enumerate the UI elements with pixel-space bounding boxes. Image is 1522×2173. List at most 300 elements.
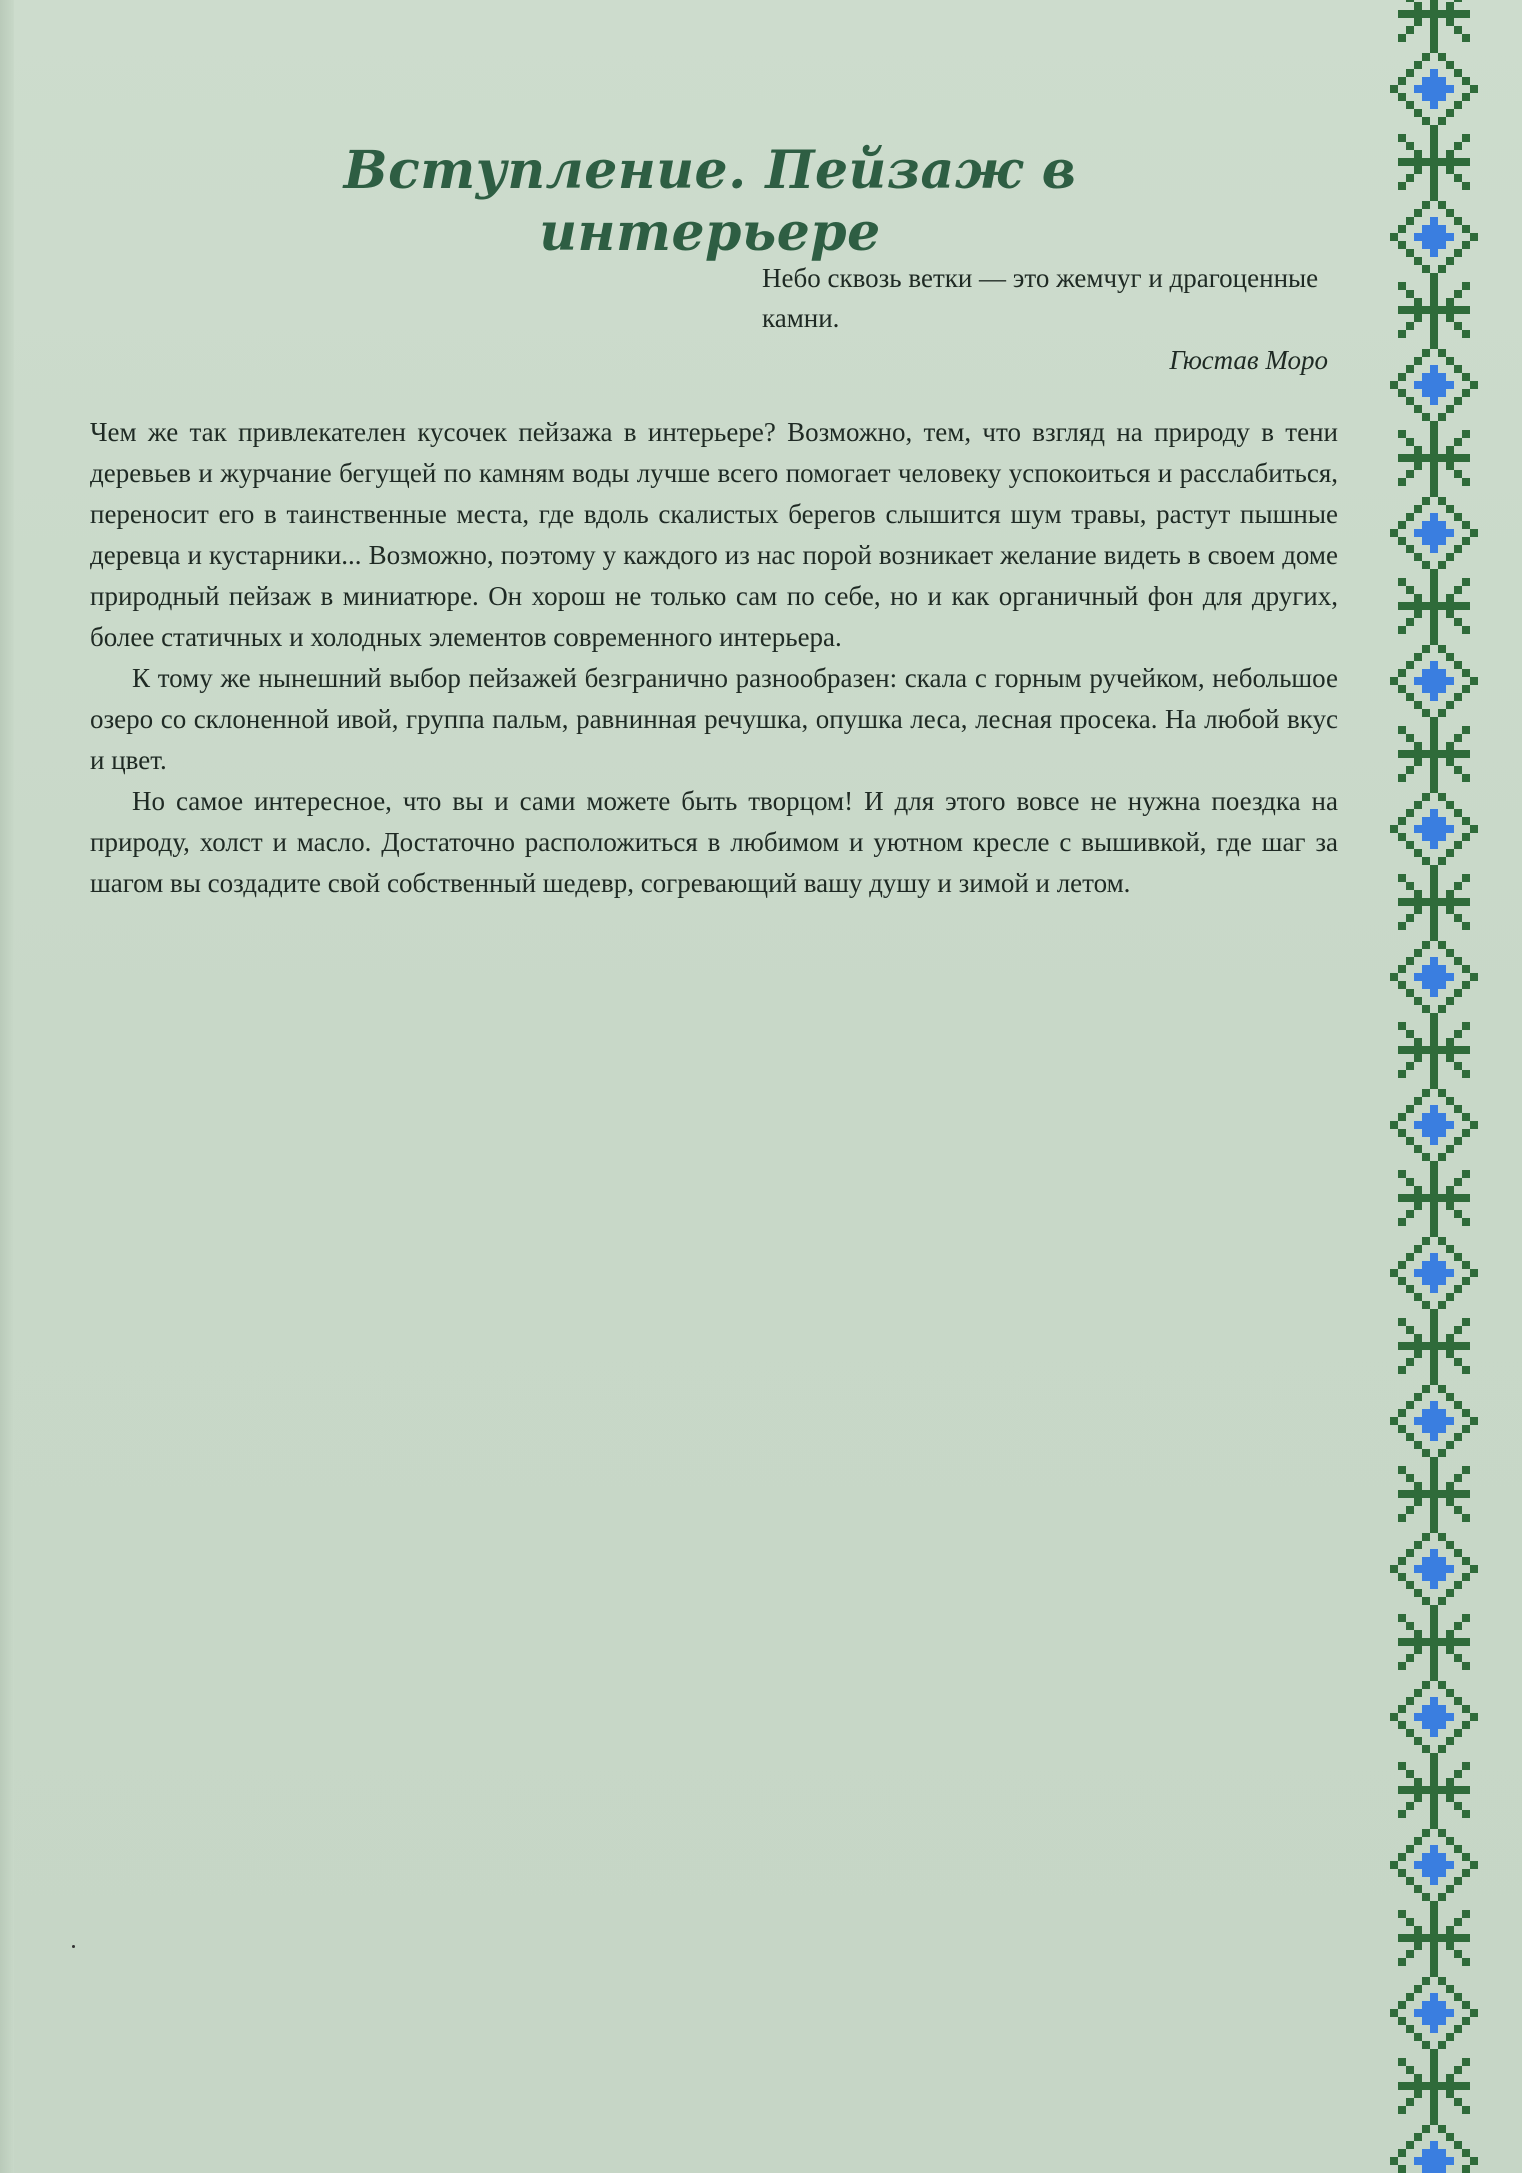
ornament-stitch <box>1398 898 1406 906</box>
ornament-stitch <box>1414 701 1422 709</box>
ornament-stitch <box>1398 158 1406 166</box>
ornament-flower-stitch <box>1438 825 1446 833</box>
ornament-stitch <box>1446 306 1454 314</box>
ornament-stitch <box>1414 849 1422 857</box>
epigraph-author: Гюстав Моро <box>1169 345 1328 375</box>
ornament-flower-stitch <box>1430 661 1438 669</box>
ornament-stitch <box>1454 249 1462 257</box>
ornament-flower-stitch <box>1438 1277 1446 1285</box>
ornament-flower-stitch <box>1438 77 1446 85</box>
ornament-stitch <box>1398 1910 1406 1918</box>
ornament-flower-stitch <box>1422 1853 1430 1861</box>
ornament-stitch <box>1446 801 1454 809</box>
ornament-stitch <box>1398 134 1406 142</box>
ornament-flower-stitch <box>1438 1269 1446 1277</box>
ornament-stitch <box>1430 1186 1438 1194</box>
ornament-stitch <box>1406 898 1414 906</box>
ornament-flower-stitch <box>1414 1121 1422 1129</box>
ornament-stitch <box>1454 1950 1462 1958</box>
ornament-stitch <box>1430 462 1438 470</box>
ornament-stitch <box>1430 1334 1438 1342</box>
ornament-stitch <box>1446 1490 1454 1498</box>
ornament-stitch <box>1430 1606 1438 1614</box>
ornament-stitch <box>1390 529 1398 537</box>
ornament-stitch <box>1430 1482 1438 1490</box>
ornament-stitch <box>1398 1869 1406 1877</box>
ornament-stitch <box>1438 561 1446 569</box>
ornament-stitch <box>1414 109 1422 117</box>
ornament-stitch <box>1446 454 1454 462</box>
ornament-stitch <box>1446 1630 1454 1638</box>
ornament-flower-stitch <box>1430 957 1438 965</box>
ornament-stitch <box>1406 1433 1414 1441</box>
ornament-stitch <box>1454 1137 1462 1145</box>
ornament-flower-stitch <box>1430 241 1438 249</box>
ornament-stitch <box>1430 1210 1438 1218</box>
embroidery-border-ornament <box>1362 0 1512 2173</box>
ornament-stitch <box>1430 430 1438 438</box>
ornament-flower-stitch <box>1446 825 1454 833</box>
ornament-flower-stitch <box>1430 1557 1438 1565</box>
ornament-stitch <box>1462 454 1470 462</box>
ornament-flower-stitch <box>1430 225 1438 233</box>
ornament-stitch <box>1462 626 1470 634</box>
ornament-stitch <box>1454 1934 1462 1942</box>
ornament-stitch <box>1430 1942 1438 1950</box>
ornament-stitch <box>1414 1342 1422 1350</box>
ornament-flower-stitch <box>1446 1861 1454 1869</box>
ornament-stitch <box>1414 1837 1422 1845</box>
ornament-stitch <box>1430 866 1438 874</box>
ornament-stitch <box>1462 774 1470 782</box>
ornament-flower-stitch <box>1438 669 1446 677</box>
ornament-flower-stitch <box>1430 965 1438 973</box>
ornament-stitch <box>1430 602 1438 610</box>
ornament-stitch <box>1430 1821 1438 1829</box>
ornament-flower-stitch <box>1438 529 1446 537</box>
ornament-flower-stitch <box>1422 825 1430 833</box>
ornament-stitch <box>1422 1786 1430 1794</box>
ornament-stitch <box>1414 1145 1422 1153</box>
ornament-stitch <box>1406 602 1414 610</box>
ornament-stitch <box>1438 709 1446 717</box>
ornament-stitch <box>1430 1918 1438 1926</box>
ornament-flower-stitch <box>1430 101 1438 109</box>
ornament-stitch <box>1406 2141 1414 2149</box>
ornament-flower-stitch <box>1414 1861 1422 1869</box>
ornament-flower-stitch <box>1430 1417 1438 1425</box>
ornament-stitch <box>1446 849 1454 857</box>
ornament-stitch <box>1430 1622 1438 1630</box>
ornament-stitch <box>1406 290 1414 298</box>
ornament-stitch <box>1454 1877 1462 1885</box>
ornament-flower-stitch <box>1422 1129 1430 1137</box>
ornament-flower-stitch <box>1422 2157 1430 2165</box>
ornament-stitch <box>1430 1014 1438 1022</box>
ornament-stitch <box>1406 734 1414 742</box>
ornament-stitch <box>1414 298 1422 306</box>
ornament-stitch <box>1430 193 1438 201</box>
ornament-stitch <box>1462 241 1470 249</box>
ornament-flower-stitch <box>1430 1261 1438 1269</box>
ornament-stitch <box>1430 1810 1438 1818</box>
ornament-stitch <box>1430 45 1438 53</box>
ornament-stitch <box>1462 2165 1470 2173</box>
ornament-stitch <box>1462 1934 1470 1942</box>
ornament-stitch <box>1422 2041 1430 2049</box>
ornament-flower-stitch <box>1414 381 1422 389</box>
ornament-stitch <box>1462 1705 1470 1713</box>
ornament-flower-stitch <box>1446 381 1454 389</box>
ornament-stitch <box>1414 1926 1422 1934</box>
ornament-stitch <box>1406 1490 1414 1498</box>
ornament-stitch <box>1454 841 1462 849</box>
ornament-stitch <box>1462 93 1470 101</box>
ornament-flower-stitch <box>1438 521 1446 529</box>
ornament-flower-stitch <box>1430 669 1438 677</box>
ornament-flower-stitch <box>1430 1277 1438 1285</box>
ornament-stitch <box>1406 397 1414 405</box>
ornament-stitch <box>1430 1202 1438 1210</box>
ornament-stitch <box>1454 69 1462 77</box>
ornament-flower-stitch <box>1430 1137 1438 1145</box>
ornament-stitch <box>1398 241 1406 249</box>
ornament-stitch <box>1422 306 1430 314</box>
ornament-stitch <box>1414 1985 1422 1993</box>
ornament-flower-stitch <box>1438 225 1446 233</box>
ornament-flower-stitch <box>1422 1409 1430 1417</box>
ornament-stitch <box>1462 578 1470 586</box>
ornament-flower-stitch <box>1422 225 1430 233</box>
ornament-stitch <box>1422 793 1430 801</box>
ornament-stitch <box>1430 182 1438 190</box>
ornament-flower-stitch <box>1430 1433 1438 1441</box>
ornament-stitch <box>1414 306 1422 314</box>
ornament-stitch <box>1454 586 1462 594</box>
ornament-stitch <box>1462 134 1470 142</box>
ornament-flower-stitch <box>1422 381 1430 389</box>
ornament-stitch <box>1430 314 1438 322</box>
ornament-stitch <box>1462 1113 1470 1121</box>
ornament-stitch <box>1462 1277 1470 1285</box>
ornament-stitch <box>1462 1318 1470 1326</box>
ornament-stitch <box>1430 1466 1438 1474</box>
ornament-stitch <box>1462 330 1470 338</box>
ornament-flower-stitch <box>1446 1121 1454 1129</box>
ornament-flower-stitch <box>1414 973 1422 981</box>
ornament-stitch <box>1462 1409 1470 1417</box>
ornament-stitch <box>1406 1993 1414 2001</box>
ornament-flower-stitch <box>1422 1565 1430 1573</box>
ornament-stitch <box>1398 1170 1406 1178</box>
ornament-stitch <box>1462 1853 1470 1861</box>
ornament-stitch <box>1414 257 1422 265</box>
ornament-flower-stitch <box>1438 973 1446 981</box>
ornament-flower-stitch <box>1430 77 1438 85</box>
ornament-stitch <box>1462 1022 1470 1030</box>
ornament-stitch <box>1398 965 1406 973</box>
ornament-stitch <box>1398 225 1406 233</box>
ornament-stitch <box>1470 233 1478 241</box>
ornament-stitch <box>1430 322 1438 330</box>
ornament-stitch <box>1406 693 1414 701</box>
ornament-stitch <box>1446 166 1454 174</box>
ornament-stitch <box>1414 1630 1422 1638</box>
ornament-stitch <box>1414 890 1422 898</box>
ornament-flower-stitch <box>1430 833 1438 841</box>
ornament-stitch <box>1470 381 1478 389</box>
ornament-flower-stitch <box>1438 1129 1446 1137</box>
ornament-stitch <box>1462 1614 1470 1622</box>
ornament-stitch <box>1430 1318 1438 1326</box>
ornament-flower-stitch <box>1430 1105 1438 1113</box>
ornament-stitch <box>1406 1918 1414 1926</box>
ornament-flower-stitch <box>1438 389 1446 397</box>
ornament-stitch <box>1430 726 1438 734</box>
ornament-stitch <box>1430 1770 1438 1778</box>
ornament-stitch <box>1462 1194 1470 1202</box>
ornament-flower-stitch <box>1446 1713 1454 1721</box>
ornament-stitch <box>1414 454 1422 462</box>
ornament-stitch <box>1446 1926 1454 1934</box>
ornament-stitch <box>1430 734 1438 742</box>
ornament-stitch <box>1462 981 1470 989</box>
ornament-stitch <box>1454 1474 1462 1482</box>
ornament-stitch <box>1446 701 1454 709</box>
ornament-stitch <box>1406 249 1414 257</box>
ornament-stitch <box>1406 1638 1414 1646</box>
ornament-stitch <box>1446 209 1454 217</box>
ornament-stitch <box>1462 602 1470 610</box>
ornament-stitch <box>1454 1786 1462 1794</box>
ornament-stitch <box>1438 1977 1446 1985</box>
ornament-stitch <box>1406 1845 1414 1853</box>
ornament-stitch <box>1446 150 1454 158</box>
ornament-stitch <box>1430 898 1438 906</box>
ornament-stitch <box>1422 1977 1430 1985</box>
ornament-stitch <box>1398 726 1406 734</box>
ornament-stitch <box>1422 117 1430 125</box>
ornament-stitch <box>1462 2017 1470 2025</box>
ornament-stitch <box>1454 322 1462 330</box>
ornament-stitch <box>1414 1350 1422 1358</box>
paragraph: Чем же так привлекателен кусочек пейзажа в интерьере? Возможно, тем, что взгляд на природу в тени деревьев и журчание бегущей по камням воды лучше всего помогает человеку успокоиться и расслабиться, переносит его в таинственные места, где вдоль скалистых берегов слышится шум травы, растут пышные деревца и кустарники... Возможно, поэтому у каждого из нас порой возникает желание видеть в своем доме природный пейзаж в миниатюре. Он хорош не только сам по себе, но и как органичный фон для других, более статичных и холодных элементов современного интерьера. <box>90 417 1338 652</box>
ornament-stitch <box>1446 890 1454 898</box>
ornament-flower-stitch <box>1422 233 1430 241</box>
ornament-stitch <box>1414 1293 1422 1301</box>
ornament-stitch <box>1398 1853 1406 1861</box>
ornament-stitch <box>1422 750 1430 758</box>
ornament-stitch <box>1438 645 1446 653</box>
ornament-stitch <box>1430 2066 1438 2074</box>
ornament-stitch <box>1454 1046 1462 1054</box>
ornament-stitch <box>1430 1022 1438 1030</box>
ornament-stitch <box>1430 1662 1438 1670</box>
ornament-flower-stitch <box>1430 1573 1438 1581</box>
ornament-stitch <box>1414 1885 1422 1893</box>
ornament-stitch <box>1398 2017 1406 2025</box>
ornament-flower-stitch <box>1430 397 1438 405</box>
ornament-flower-stitch <box>1430 529 1438 537</box>
ornament-stitch <box>1454 1638 1462 1646</box>
ornament-stitch <box>1454 1285 1462 1293</box>
ornament-stitch <box>1446 1350 1454 1358</box>
ornament-stitch <box>1446 462 1454 470</box>
ornament-stitch <box>1430 2 1438 10</box>
ornament-flower-stitch <box>1446 529 1454 537</box>
ornament-stitch <box>1422 1089 1430 1097</box>
ornament-stitch <box>1454 2025 1462 2033</box>
ornament-flower-stitch <box>1422 529 1430 537</box>
ornament-stitch <box>1430 341 1438 349</box>
ornament-stitch <box>1438 265 1446 273</box>
ornament-stitch <box>1430 766 1438 774</box>
ornament-stitch <box>1430 1786 1438 1794</box>
ornament-stitch <box>1414 758 1422 766</box>
ornament-stitch <box>1454 1105 1462 1113</box>
ornament-stitch <box>1406 1210 1414 1218</box>
ornament-flower-stitch <box>1446 1565 1454 1573</box>
ornament-stitch <box>1438 201 1446 209</box>
ornament-flower-stitch <box>1438 817 1446 825</box>
ornament-stitch <box>1462 685 1470 693</box>
ornament-stitch <box>1422 1301 1430 1309</box>
ornament-stitch <box>1438 1385 1446 1393</box>
ornament-stitch <box>1454 2141 1462 2149</box>
ornament-flower-stitch <box>1422 1113 1430 1121</box>
ornament-stitch <box>1406 454 1414 462</box>
ornament-flower-stitch <box>1430 693 1438 701</box>
ornament-stitch <box>1454 174 1462 182</box>
ornament-stitch <box>1430 1350 1438 1358</box>
ornament-stitch <box>1398 1046 1406 1054</box>
ornament-stitch <box>1454 2082 1462 2090</box>
ornament-stitch <box>1430 2098 1438 2106</box>
ornament-stitch <box>1430 142 1438 150</box>
ornament-stitch <box>1398 1810 1406 1818</box>
ornament-stitch <box>1430 1902 1438 1910</box>
ornament-flower-stitch <box>1422 1121 1430 1129</box>
ornament-flower-stitch <box>1438 1713 1446 1721</box>
ornament-stitch <box>1414 505 1422 513</box>
ornament-stitch <box>1470 973 1478 981</box>
ornament-stitch <box>1422 857 1430 865</box>
ornament-stitch <box>1414 1097 1422 1105</box>
ornament-stitch <box>1406 750 1414 758</box>
ornament-flower-stitch <box>1430 989 1438 997</box>
ornament-stitch <box>1430 874 1438 882</box>
ornament-stitch <box>1414 594 1422 602</box>
ornament-stitch <box>1406 957 1414 965</box>
ornament-stitch <box>1422 53 1430 61</box>
ornament-stitch <box>1422 1597 1430 1605</box>
ornament-stitch <box>1414 1038 1422 1046</box>
ornament-flower-stitch <box>1422 77 1430 85</box>
ornament-flower-stitch <box>1422 817 1430 825</box>
ornament-flower-stitch <box>1438 1557 1446 1565</box>
ornament-stitch <box>1430 1969 1438 1977</box>
ornament-stitch <box>1462 833 1470 841</box>
ornament-stitch <box>1406 1105 1414 1113</box>
ornament-flower-stitch <box>1430 1121 1438 1129</box>
ornament-stitch <box>1390 1269 1398 1277</box>
ornament-flower-stitch <box>1414 1565 1422 1573</box>
ornament-stitch <box>1446 1038 1454 1046</box>
ornament-stitch <box>1406 470 1414 478</box>
ornament-stitch <box>1406 1401 1414 1409</box>
ornament-stitch <box>1414 1589 1422 1597</box>
ornament-flower-stitch <box>1430 217 1438 225</box>
ornament-stitch <box>1430 578 1438 586</box>
ornament-stitch <box>1454 545 1462 553</box>
ornament-stitch <box>1422 1153 1430 1161</box>
ornament-stitch <box>1454 438 1462 446</box>
ornament-stitch <box>1430 742 1438 750</box>
ornament-stitch <box>1422 158 1430 166</box>
ornament-flower-stitch <box>1422 1425 1430 1433</box>
ornament-flower-stitch <box>1422 1417 1430 1425</box>
ornament-stitch <box>1438 117 1446 125</box>
ornament-stitch <box>1446 594 1454 602</box>
ornament-stitch <box>1406 2066 1414 2074</box>
ornament-stitch <box>1430 718 1438 726</box>
ornament-stitch <box>1446 1097 1454 1105</box>
ornament-flower-stitch <box>1422 373 1430 381</box>
ornament-stitch <box>1446 61 1454 69</box>
ornament-flower-stitch <box>1422 1261 1430 1269</box>
ornament-stitch <box>1462 282 1470 290</box>
ornament-stitch <box>1462 726 1470 734</box>
ornament-stitch <box>1454 158 1462 166</box>
ornament-stitch <box>1430 2082 1438 2090</box>
ornament-flower-stitch <box>1414 677 1422 685</box>
ornament-stitch <box>1470 1713 1478 1721</box>
ornament-stitch <box>1470 1269 1478 1277</box>
ornament-stitch <box>1414 209 1422 217</box>
ornament-stitch <box>1406 989 1414 997</box>
ornament-stitch <box>1390 1417 1398 1425</box>
ornament-stitch <box>1406 1549 1414 1557</box>
ornament-stitch <box>1398 750 1406 758</box>
ornament-stitch <box>1462 1070 1470 1078</box>
ornament-stitch <box>1430 1038 1438 1046</box>
ornament-stitch <box>1438 898 1446 906</box>
ornament-flower-stitch <box>1422 1713 1430 1721</box>
ornament-flower-stitch <box>1422 241 1430 249</box>
ornament-flower-stitch <box>1438 677 1446 685</box>
ornament-stitch <box>1406 1342 1414 1350</box>
ornament-stitch <box>1454 2066 1462 2074</box>
ornament-stitch <box>1430 298 1438 306</box>
ornament-flower-stitch <box>1430 1713 1438 1721</box>
ornament-flower-stitch <box>1414 233 1422 241</box>
ornament-flower-stitch <box>1430 2165 1438 2173</box>
ornament-stitch <box>1430 2050 1438 2058</box>
ornament-stitch <box>1414 742 1422 750</box>
ornament-stitch <box>1446 10 1454 18</box>
ornament-stitch <box>1430 2090 1438 2098</box>
ornament-stitch <box>1422 1638 1430 1646</box>
ornament-stitch <box>1470 1121 1478 1129</box>
ornament-stitch <box>1454 365 1462 373</box>
ornament-flower-stitch <box>1414 529 1422 537</box>
ornament-stitch <box>1446 1934 1454 1942</box>
ornament-stitch <box>1462 2149 1470 2157</box>
ornament-flower-stitch <box>1414 2157 1422 2165</box>
ornament-stitch <box>1446 1646 1454 1654</box>
ornament-stitch <box>1414 1046 1422 1054</box>
ornament-stitch <box>1398 1934 1406 1942</box>
